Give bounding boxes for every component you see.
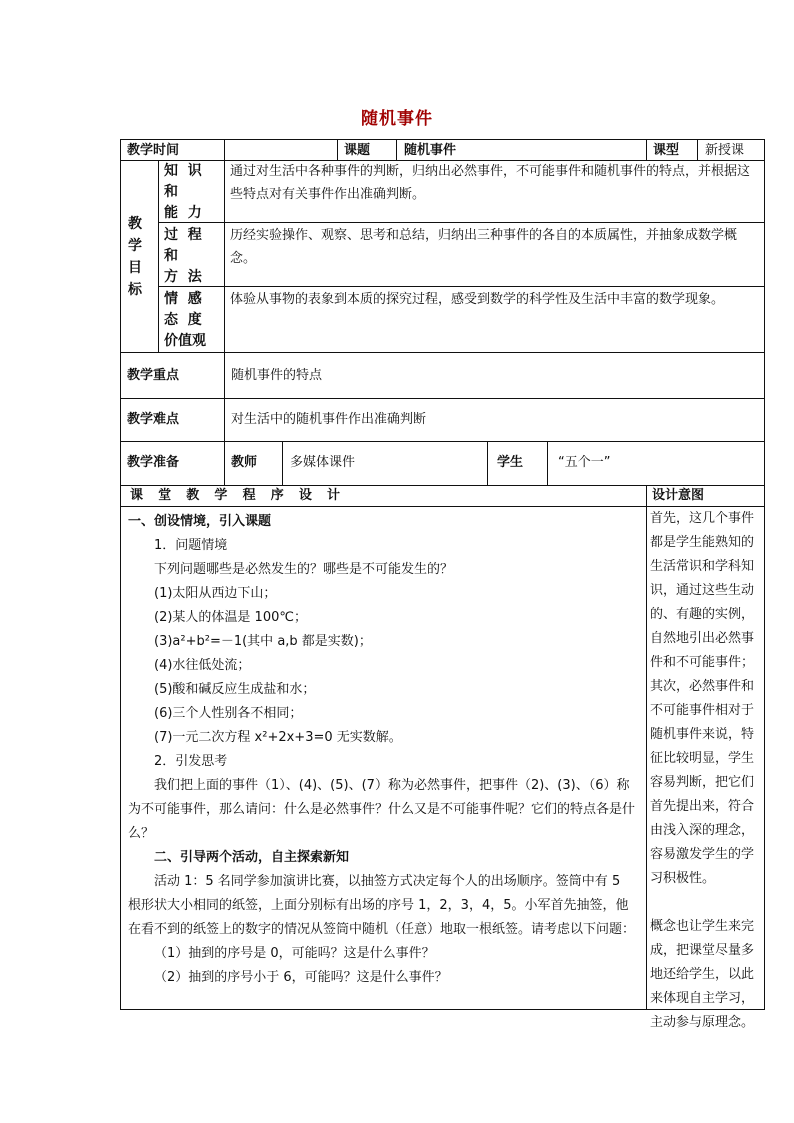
objective-sublabel [164, 161, 208, 224]
row-divider [158, 222, 765, 223]
objective-sublabel [164, 289, 212, 352]
preparation-label: 教学准备 [127, 455, 180, 470]
design-heading-char: 教 [186, 488, 200, 503]
difficulty-value: 对生活中的随机事件作出准确判断 [231, 412, 427, 427]
teacher-value: 多媒体课件 [290, 455, 356, 470]
student-value: “五个一” [558, 455, 611, 470]
teacher-label: 教师 [231, 455, 258, 470]
col-divider [224, 139, 225, 160]
col-divider [697, 139, 698, 160]
design-heading-char: 程 [242, 488, 256, 503]
think-paragraph: 我们把上面的事件（1）、(4)、(5)、(7）称为必然事件，把事件（2)、(3)、（6）称为不可能事件，那么请问：什么是必然事件？什么又是不可能事件呢？它们的特点各是什么？ [128, 778, 636, 841]
design-intent-label: 设计意图 [652, 488, 705, 503]
col-divider [487, 441, 488, 485]
objectives-label-char: 目 [128, 260, 142, 276]
lesson-type-label: 课型 [653, 143, 680, 158]
objective-emotion-text: 体验从事物的表象到本质的探究过程，感受到数学的科学性及生活中丰富的数学现象。 [230, 292, 725, 307]
sublabel-line: 情 感 [164, 291, 202, 307]
design-heading-char: 序 [270, 488, 284, 503]
col-divider [337, 139, 338, 160]
design-heading-char: 设 [298, 488, 312, 503]
col-divider [282, 441, 283, 485]
section2-title: 二、引导两个活动，自主探索新知 [154, 850, 350, 865]
sub-heading: 2．引发思考 [154, 754, 228, 769]
sublabel-line: 能 力 [164, 205, 202, 221]
row-divider [158, 286, 765, 287]
design-intent-content [650, 507, 760, 1035]
sublabel-line: 态 度 [164, 312, 202, 328]
key-point-label: 教学重点 [127, 368, 180, 383]
event-item: (1)太阳从西边下山； [154, 586, 277, 601]
row-divider [120, 398, 765, 399]
objectives-label-char: 学 [128, 238, 142, 254]
col-divider [158, 160, 159, 352]
section1-title: 一、创设情境，引入课题 [128, 514, 272, 529]
event-item: (2)某人的体温是 100℃； [154, 610, 307, 625]
activity-question: （1）抽到的序号是 0，可能吗？这是什么事件？ [154, 946, 435, 961]
col-divider [547, 441, 548, 485]
event-item: (3)a²+b²=－1(其中 a,b 都是实数)； [154, 634, 372, 649]
topic-label: 课题 [344, 143, 371, 158]
sublabel-line: 和 [164, 248, 178, 264]
design-heading-char: 堂 [158, 488, 172, 503]
intent-paragraph: 概念也让学生来完成，把课堂尽量多地还给学生，以此来体现自主学习，主动参与原理念。 [650, 919, 755, 1030]
col-divider [224, 160, 225, 486]
teaching-time-label: 教学时间 [127, 143, 180, 158]
col-divider [396, 139, 397, 160]
lesson-content [128, 510, 636, 990]
design-heading-char: 课 [130, 488, 144, 503]
objective-sublabel [164, 225, 208, 288]
lesson-type-value: 新授课 [705, 143, 745, 158]
sublabel-line: 方 法 [164, 269, 202, 285]
sub-heading: 1．问题情境 [154, 538, 228, 553]
event-item: (4)水往低处流； [154, 658, 251, 673]
row-divider [120, 441, 765, 442]
topic-value: 随机事件 [404, 143, 457, 158]
event-item: (7)一元二次方程 x²+2x+3=0 无实数解。 [154, 730, 402, 745]
sublabel-line: 价值观 [164, 333, 206, 349]
design-heading-char: 计 [326, 488, 340, 503]
event-item: (6)三个人性别各不相同； [154, 706, 303, 721]
intent-paragraph: 首先，这几个事件都是学生能熟知的生活常识和学科知识，通过这些生动的、有趣的实例，自然地引出必然事件和不可能事件；其次，必然事件和不可能事件相对于随机事件来说，特征比较明显，学生容易判断，把它们首先提出来，符合由浅入深的理念，容易激发学生的学习积极性。 [650, 511, 755, 886]
design-heading-char: 学 [214, 488, 228, 503]
question-text: 下列问题哪些是必然发生的？哪些是不可能发生的？ [154, 562, 454, 577]
objective-knowledge-text: 通过对生活中各种事件的判断，归纳出必然事件，不可能事件和随机事件的特点，并根据这些特点对有关事件作出准确判断。 [230, 164, 751, 202]
design-heading [130, 484, 340, 507]
difficulty-label: 教学难点 [127, 412, 180, 427]
sublabel-line: 知 识 [164, 163, 202, 179]
activity-question: （2）抽到的序号小于 6，可能吗？这是什么事件？ [154, 970, 448, 985]
objective-process-text: 历经实验操作、观察、思考和总结，归纳出三种事件的各自的本质属性，并抽象成数学概念。 [230, 228, 738, 266]
student-label: 学生 [497, 455, 524, 470]
sublabel-line: 过 程 [164, 227, 202, 243]
activity-paragraph: 活动 1：5 名同学参加演讲比赛，以抽签方式决定每个人的出场顺序。签筒中有 5 根形状大小相同的纸签，上面分别标有出场的序号 1，2，3，4，5。小军首先抽签，他在看不到的纸签上的数字的情况从签筒中随机（任意）地取一根纸签。请考虑以下问题： [128, 874, 636, 937]
page-title: 随机事件 [361, 109, 433, 129]
key-point-value: 随机事件的特点 [231, 368, 323, 383]
col-divider [646, 139, 647, 160]
objectives-label-char: 标 [128, 282, 142, 298]
objectives-label-char: 教 [128, 216, 142, 232]
event-item: (5)酸和碱反应生成盐和水； [154, 682, 316, 697]
col-divider [646, 485, 647, 1010]
sublabel-line: 和 [164, 184, 178, 200]
row-divider [120, 352, 765, 353]
